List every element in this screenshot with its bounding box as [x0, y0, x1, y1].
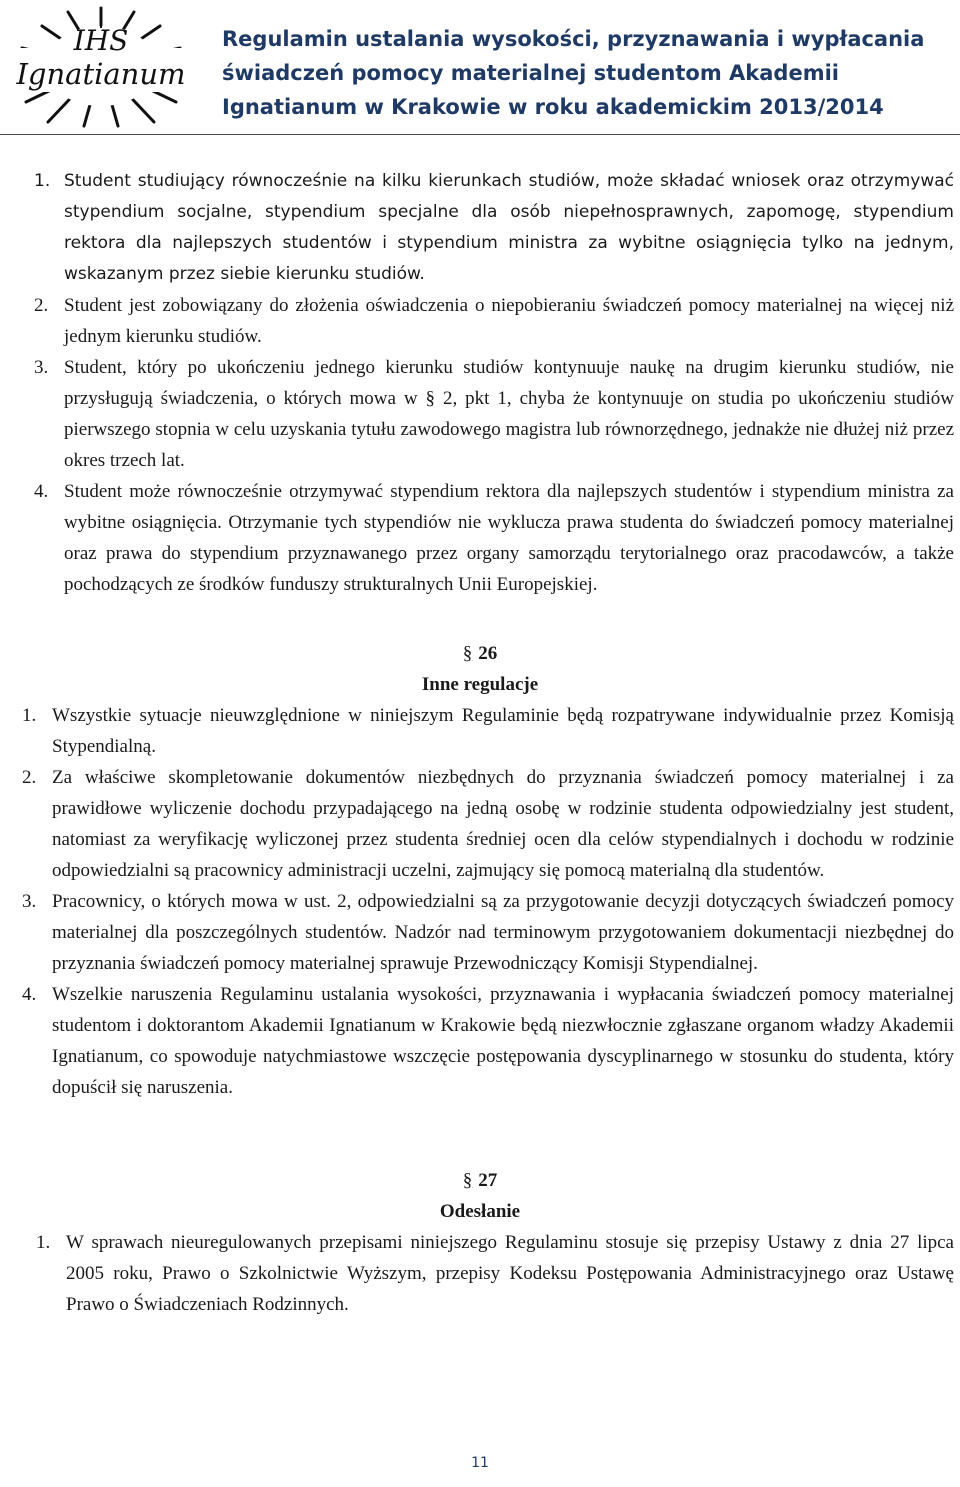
item-number: 1. [36, 1232, 51, 1253]
svg-text:Ignatianum: Ignatianum [16, 57, 186, 91]
item-text: Student studiujący równocześnie na kilku kierunkach studiów, może składać wniosek oraz otrzymywać stypendium socjalne, stypendium specjalne dla osób niepełnosprawnych, zapomogę, stypendium rektora dla najlepszych studentów i stypendium ministra za wybitne osiągnięcia tylko na jednym, wskazanym przez siebie kierunku studiów. [64, 171, 954, 284]
section-26 [0, 638, 960, 1103]
item-text: Wszystkie sytuacje nieuwzględnione w niniejszym Regulaminie będą rozpatrywane indywidualnie przez Komisją Stypendialną. [52, 705, 954, 757]
intro-paragraph-2 [0, 290, 960, 352]
title-line-2: świadczeń pomocy materialnej studentom Akademii [222, 61, 839, 85]
s26-item-3 [0, 886, 960, 979]
title-line-1: Regulamin ustalania wysokości, przyznawania i wypłacania [222, 27, 925, 51]
item-text: Wszelkie naruszenia Regulaminu ustalania wysokości, przyznawania i wypłacania świadczeń pomocy materialnej studentom i doktorantom Akademii Ignatianum w Krakowie będą niezwłocznie zgłaszane organom władzy Akademii Ignatianum, co spowoduje natychmiastowe wszczęcie postępowania dyscyplinarnego w stosunku do studenta, który dopuścił się naruszenia. [52, 984, 954, 1098]
page-number: 11 [471, 1455, 489, 1471]
item-number: 2. [22, 767, 37, 788]
section-27 [0, 1165, 960, 1320]
intro-section [0, 166, 960, 600]
item-text: Pracownicy, o których mowa w ust. 2, odpowiedzialni są za przygotowanie decyzji dotyczących świadczeń pomocy materialnej dla poszczególnych studentów. Nadzór nad terminowym przygotowaniem dokumentacji niezbędnej do przyznania świadczeń pomocy materialnej sprawuje Przewodniczący Komisji Stypendialnej. [52, 891, 954, 974]
item-text: Student jest zobowiązany do złożenia oświadczenia o niepobieraniu świadczeń pomocy materialnej na więcej niż jednym kierunku studiów. [64, 295, 954, 347]
s27-item-1 [0, 1227, 960, 1320]
item-text: Student może równocześnie otrzymywać stypendium rektora dla najlepszych studentów i stypendium ministra za wybitne osiągnięcia. Otrzymanie tych stypendiów nie wyklucza prawa studenta do świadczeń pomocy materialnej oraz prawa do stypendium przyznawanego przez organy samorządu terytorialnego oraz pracodawców, a także pochodzących ze środków funduszy strukturalnych Unii Europejskiej. [64, 481, 954, 595]
ignatianum-logo [8, 4, 194, 128]
item-text: Za właściwe skompletowanie dokumentów niezbędnych do przyznania świadczeń pomocy materialnej i za prawidłowe wyliczenie dochodu przypadającego na jedną osobę w rodzinie studenta odpowiedzialny jest student, natomiast za weryfikację wyliczonej przez studenta średniej ocen dla celów stypendialnych i dochodu w rodzinie odpowiedzialni są pracownicy administracji uczelni, zajmujący się pomocą materialną dla studentów. [52, 767, 954, 881]
document-body [0, 166, 960, 1320]
paragraph-sign: § [462, 1170, 473, 1191]
header-divider [0, 134, 960, 135]
item-text: W sprawach nieuregulowanych przepisami niniejszego Regulaminu stosuje się przepisy Ustawy z dnia 27 lipca 2005 roku, Prawo o Szkolnictwie Wyższym, przepisy Kodeksu Postępowania Administracyjnego oraz Ustawę Prawo o Świadczeniach Rodzinnych. [66, 1232, 954, 1315]
item-number: 1. [22, 705, 37, 726]
title-line-3: Ignatianum w Krakowie w roku akademickim 2013/2014 [222, 95, 884, 119]
svg-text:IHS: IHS [73, 24, 129, 57]
intro-paragraph-4 [0, 476, 960, 600]
section-26-number [0, 638, 960, 669]
item-number: 1. [34, 171, 51, 191]
item-number: 2. [34, 295, 49, 316]
page-header [0, 0, 960, 140]
s26-item-2 [0, 762, 960, 886]
s26-item-4 [0, 979, 960, 1103]
document-title [222, 22, 942, 124]
item-number: 4. [34, 481, 49, 502]
item-text: Student, który po ukończeniu jednego kierunku studiów kontynuuje naukę na drugim kierunku studiów, nie przysługują świadczenia, o których mowa w § 2, pkt 1, chyba że kontynuuje on studia po ukończeniu studiów pierwszego stopnia w celu uzyskania tytułu zawodowego magistra lub równorzędnego, jednakże nie dłużej niż przez okres trzech lat. [64, 357, 954, 471]
s26-item-1 [0, 700, 960, 762]
intro-paragraph-1 [0, 166, 960, 290]
paragraph-sign: § [462, 643, 473, 664]
section-26-title: Inne regulacje [421, 674, 539, 695]
item-number: 3. [22, 891, 37, 912]
item-number: 4. [22, 984, 37, 1005]
section-number: 27 [478, 1170, 498, 1191]
section-number: 26 [478, 643, 498, 664]
section-27-number [0, 1165, 960, 1196]
item-number: 3. [34, 357, 49, 378]
section-27-title: Odesłanie [439, 1201, 521, 1222]
intro-paragraph-3 [0, 352, 960, 476]
